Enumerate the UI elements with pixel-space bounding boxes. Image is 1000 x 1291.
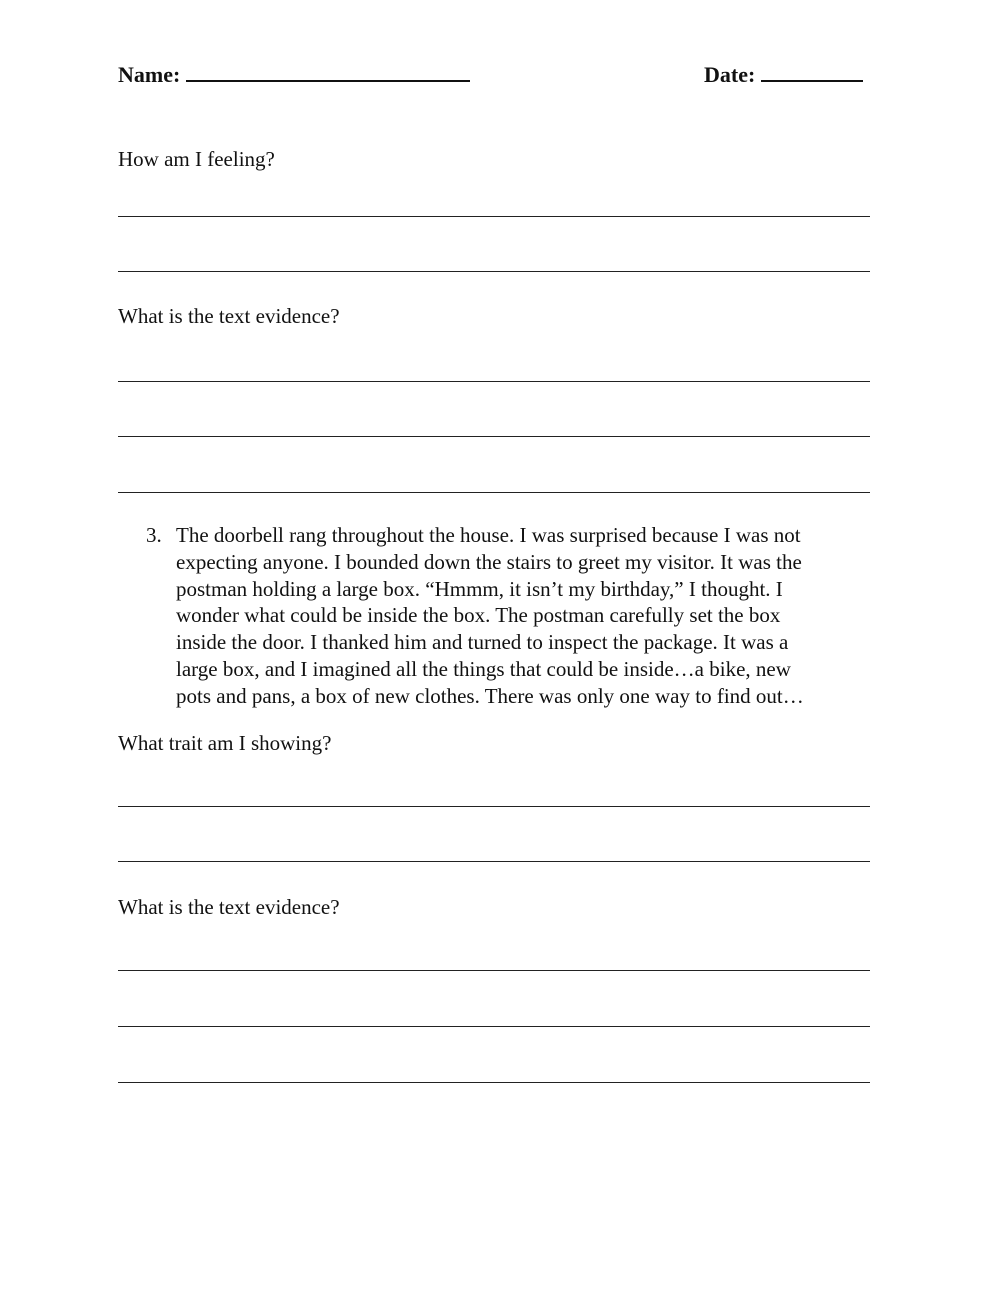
date-label: Date: [704, 62, 756, 87]
passage-number: 3. [146, 523, 162, 547]
answer-line[interactable] [118, 806, 870, 807]
passage-line: large box, and I imagined all the things that could be inside…a bike, new [176, 656, 791, 681]
name-blank-line[interactable] [186, 58, 470, 82]
passage-line: postman holding a large box. “Hmmm, it isn’t my birthday,” I thought. I [176, 576, 783, 601]
passage-line: inside the door. I thanked him and turned to inspect the package. It was a [176, 630, 789, 655]
answer-line[interactable] [118, 271, 870, 272]
passage-line: wonder what could be inside the box. The postman carefully set the box [176, 603, 781, 628]
answer-line[interactable] [118, 1082, 870, 1083]
passage-text [176, 522, 866, 710]
answer-line[interactable] [118, 381, 870, 382]
name-field [118, 58, 470, 90]
passage-item-3 [146, 522, 866, 710]
answer-line[interactable] [118, 1026, 870, 1027]
passage-line: expecting anyone. I bounded down the stairs to greet my visitor. It was the [176, 549, 802, 574]
answer-line[interactable] [118, 861, 870, 862]
answer-line[interactable] [118, 970, 870, 971]
name-label: Name: [118, 62, 181, 87]
question-trait: What trait am I showing? [118, 731, 332, 755]
question-text-evidence-2: What is the text evidence? [118, 895, 340, 919]
answer-line[interactable] [118, 492, 870, 493]
question-text-evidence: What is the text evidence? [118, 304, 340, 328]
answer-line[interactable] [118, 436, 870, 437]
passage-line: pots and pans, a box of new clothes. There was only one way to find out… [176, 683, 804, 708]
answer-line[interactable] [118, 216, 870, 217]
question-feeling: How am I feeling? [118, 147, 275, 171]
passage-line: The doorbell rang throughout the house. I was surprised because I was not [176, 523, 801, 547]
date-field [704, 58, 863, 90]
date-blank-line[interactable] [761, 58, 863, 82]
